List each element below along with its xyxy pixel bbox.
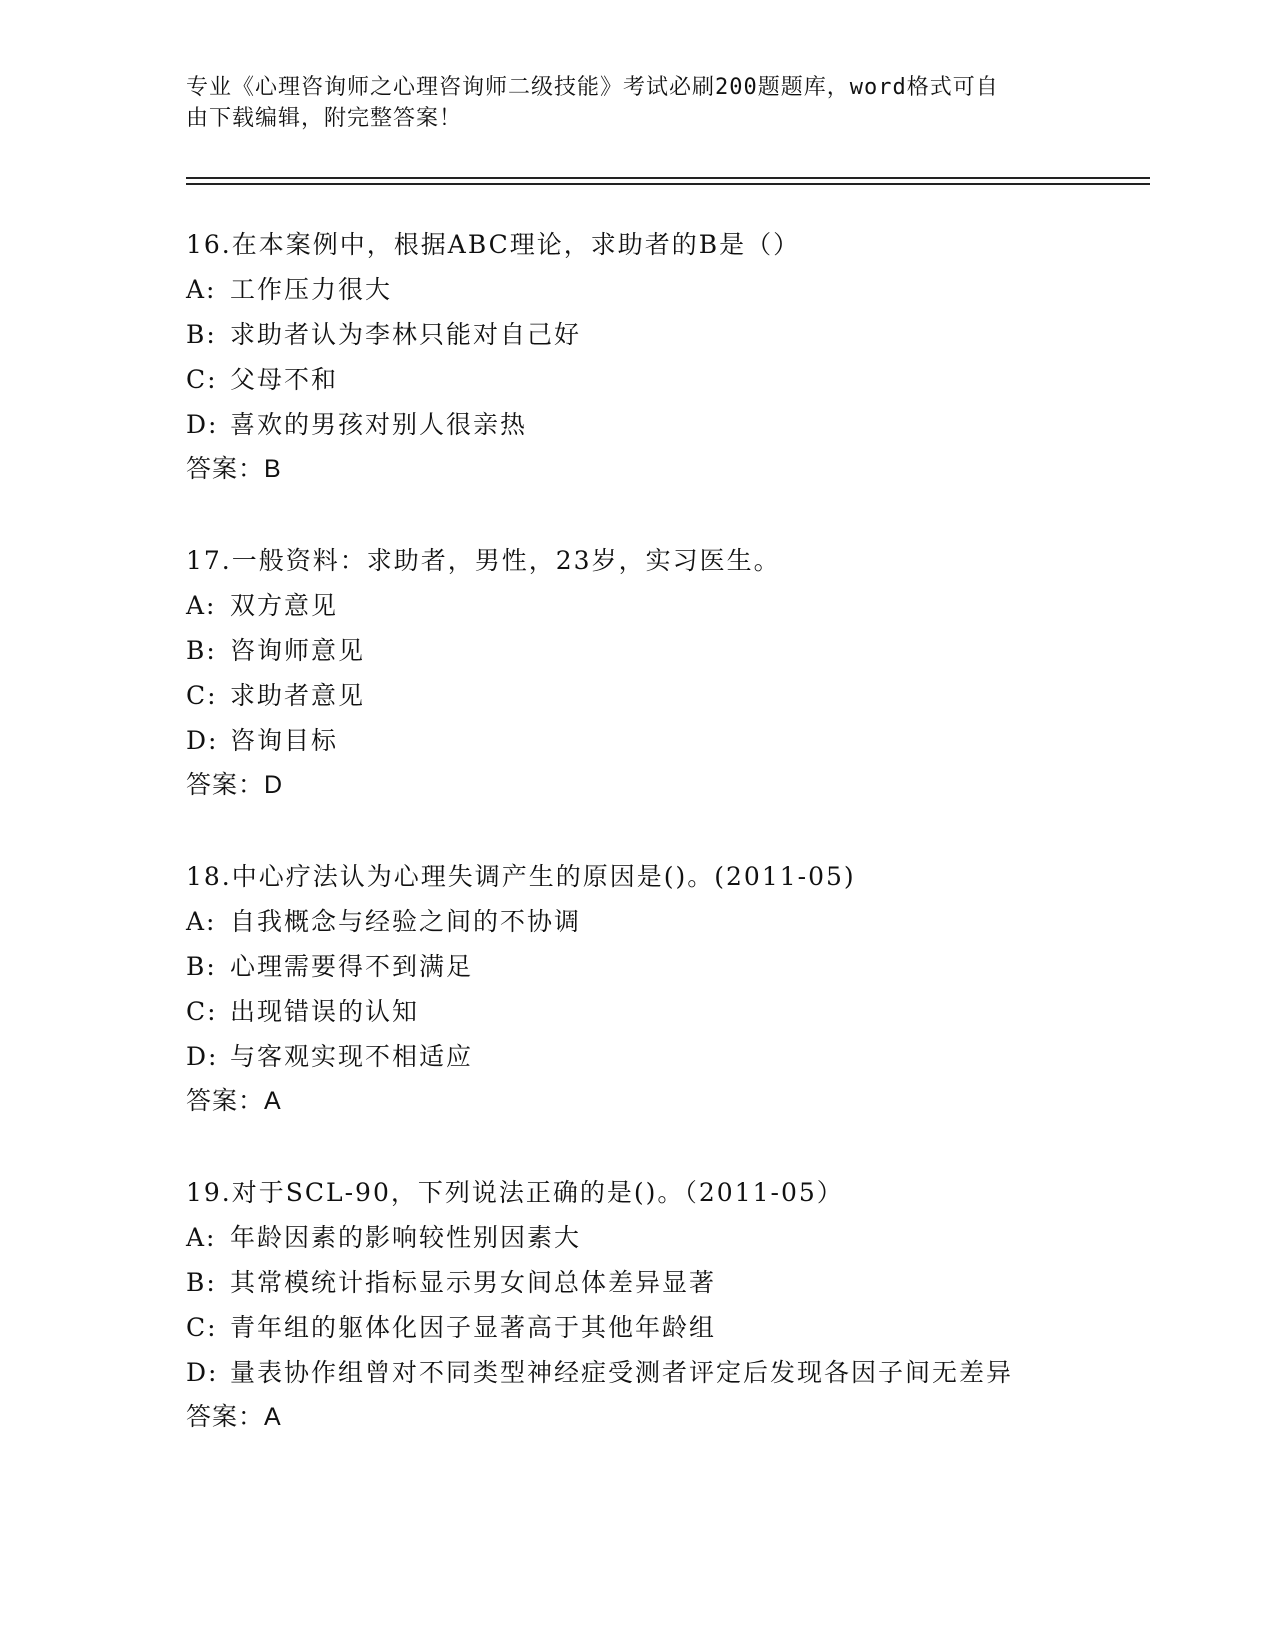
question-17 — [186, 538, 1150, 808]
option-letter: D: — [186, 1042, 219, 1071]
option-text: 与客观实现不相适应 — [230, 1042, 474, 1071]
option-d — [186, 1034, 1150, 1079]
option-letter: B: — [186, 320, 217, 349]
option-letter: C: — [186, 681, 218, 710]
option-text: 咨询目标 — [230, 726, 339, 755]
answer-label: 答案：B — [186, 455, 282, 483]
option-c — [186, 357, 1150, 402]
answer-label: 答案：A — [186, 1087, 282, 1115]
question-stem: 17.一般资料：求助者，男性，23岁，实习医生。 — [186, 546, 781, 575]
option-text: 求助者意见 — [230, 681, 366, 710]
question-18 — [186, 854, 1150, 1124]
question-stem: 19.对于SCL-90，下列说法正确的是()。（2011-05） — [186, 1178, 844, 1207]
option-c — [186, 989, 1150, 1034]
option-letter: A: — [186, 907, 217, 936]
option-b — [186, 312, 1150, 357]
option-text: 父母不和 — [230, 365, 339, 394]
option-text: 年龄因素的影响较性别因素大 — [230, 1223, 582, 1252]
option-text: 工作压力很大 — [230, 275, 393, 304]
header-line-2: 由下载编辑，附完整答案！ — [186, 106, 463, 131]
option-d — [186, 718, 1150, 763]
option-text: 喜欢的男孩对别人很亲热 — [230, 410, 528, 439]
header-line-1: 专业《心理咨询师之心理咨询师二级技能》考试必刷200题题库，word格式可自 — [186, 75, 999, 100]
document-header — [186, 72, 1066, 134]
option-a — [186, 267, 1150, 312]
option-letter: C: — [186, 365, 218, 394]
option-letter: B: — [186, 952, 217, 981]
option-letter: B: — [186, 1268, 217, 1297]
option-text: 咨询师意见 — [230, 636, 366, 665]
question-19 — [186, 1170, 1150, 1440]
question-16 — [186, 222, 1150, 492]
answer-label: 答案：D — [186, 771, 284, 799]
option-text: 求助者认为李林只能对自己好 — [230, 320, 582, 349]
option-letter: C: — [186, 1313, 218, 1342]
option-a — [186, 583, 1150, 628]
header-divider-bottom — [186, 183, 1150, 185]
option-letter: D: — [186, 410, 219, 439]
answer-label: 答案：A — [186, 1403, 282, 1431]
option-d — [186, 402, 1150, 447]
option-letter: D: — [186, 726, 219, 755]
option-letter: B: — [186, 636, 217, 665]
option-text: 心理需要得不到满足 — [230, 952, 474, 981]
option-text: 出现错误的认知 — [230, 997, 420, 1026]
option-b — [186, 1260, 1150, 1305]
option-b — [186, 628, 1150, 673]
option-letter: D: — [186, 1358, 219, 1387]
option-letter: A: — [186, 1223, 217, 1252]
option-c — [186, 1305, 1150, 1350]
option-text: 其常模统计指标显示男女间总体差异显著 — [230, 1268, 717, 1297]
question-stem: 16.在本案例中，根据ABC理论，求助者的B是（） — [186, 230, 801, 259]
option-letter: A: — [186, 591, 217, 620]
option-c — [186, 673, 1150, 718]
option-letter: A: — [186, 275, 217, 304]
option-text: 自我概念与经验之间的不协调 — [230, 907, 582, 936]
header-divider-top — [186, 177, 1150, 179]
question-stem: 18.中心疗法认为心理失调产生的原因是()。(2011-05) — [186, 862, 856, 891]
option-d — [186, 1350, 1150, 1395]
option-b — [186, 944, 1150, 989]
option-letter: C: — [186, 997, 218, 1026]
option-a — [186, 899, 1150, 944]
option-text: 双方意见 — [230, 591, 339, 620]
option-a — [186, 1215, 1150, 1260]
option-text: 青年组的躯体化因子显著高于其他年龄组 — [230, 1313, 717, 1342]
option-text: 量表协作组曾对不同类型神经症受测者评定后发现各因子间无差异 — [230, 1358, 1014, 1387]
